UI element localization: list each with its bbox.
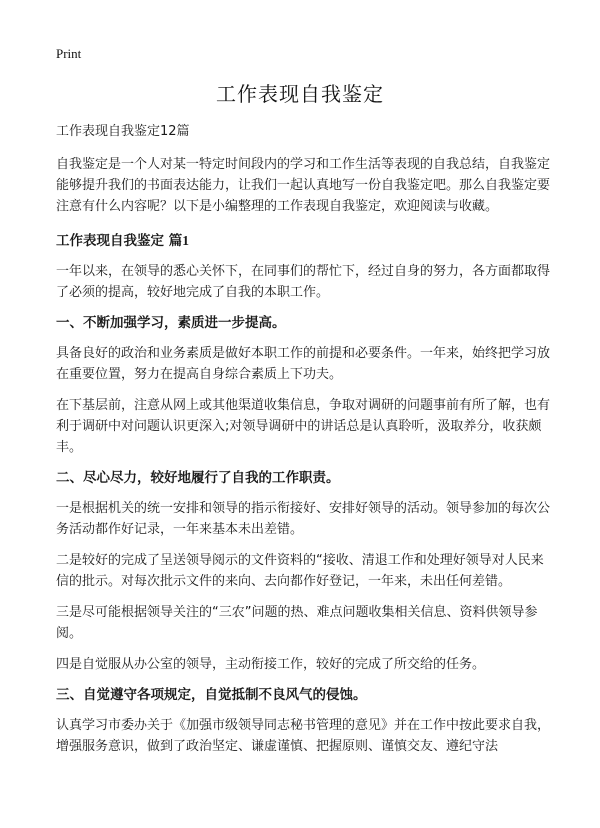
body-paragraph: 具备良好的政治和业务素质是做好本职工作的前提和必要条件。一年来，始终把学习放在重要位置，努力在提高自身综合素质上下功夫。	[56, 346, 551, 382]
body-paragraph: 四是自觉服从办公室的领导，主动衔接工作，较好的完成了所交给的任务。	[56, 657, 486, 672]
article-body	[56, 122, 550, 767]
chapter-heading-label: 工作表现自我鉴定 篇	[56, 233, 183, 249]
page-title: 工作表现自我鉴定	[216, 82, 384, 106]
section-heading: 一、不断加强学习，素质进一步提高。	[56, 315, 286, 331]
body-paragraph: 三是尽可能根据领导关注的“三农”问题的热、难点问题收集相关信息、资料供领导参阅。	[56, 605, 538, 641]
body-paragraph: 在下基层前，注意从网上或其他渠道收集信息，争取对调研的问题事前有所了解，也有利于调研中对问题认识更深入;对领导调研中的讲话总是认真聆听，汲取养分，收获颇丰。	[56, 398, 551, 455]
section-heading: 二、尽心尽力，较好地履行了自我的工作职责。	[56, 470, 340, 486]
print-link[interactable]: Print	[56, 46, 82, 61]
article-subtitle: 工作表现自我鉴定12篇	[56, 124, 190, 139]
intro-paragraph: 自我鉴定是一个人对某一特定时间段内的学习和工作生活等表现的自我总结，自我鉴定能够提升我们的书面表达能力，让我们一起认真地写一份自我鉴定吧。那么自我鉴定要注意有什么内容呢？以下是小编整理的工作表现自我鉴定，欢迎阅读与收藏。	[56, 157, 551, 214]
body-paragraph: 二是较好的完成了呈送领导阅示的文件资料的“接收、清退工作和处理好领导对人民来信的批示。对每次批示文件的来向、去向都作好登记，一年来，未出任何差错。	[56, 553, 544, 589]
body-paragraph: 一年以来，在领导的悉心关怀下，在同事们的帮忙下，经过自身的努力，各方面都取得了必须的提高，较好地完成了自我的本职工作。	[56, 264, 551, 300]
section-heading: 三、自觉遵守各项规定，自觉抵制不良风气的侵蚀。	[56, 687, 367, 703]
chapter-heading	[56, 231, 550, 251]
body-paragraph: 认真学习市委办关于《加强市级领导同志秘书管理的意见》并在工作中按此要求自我，增强服务意识，做到了政治坚定、谦虚谨慎、把握原则、谨慎交友、遵纪守法	[56, 718, 551, 754]
body-paragraph: 一是根据机关的统一安排和领导的指示衔接好、安排好领导的活动。领导参加的每次公务活动都作好记录，一年来基本未出差错。	[56, 501, 551, 537]
chapter-number: 1	[182, 233, 189, 248]
